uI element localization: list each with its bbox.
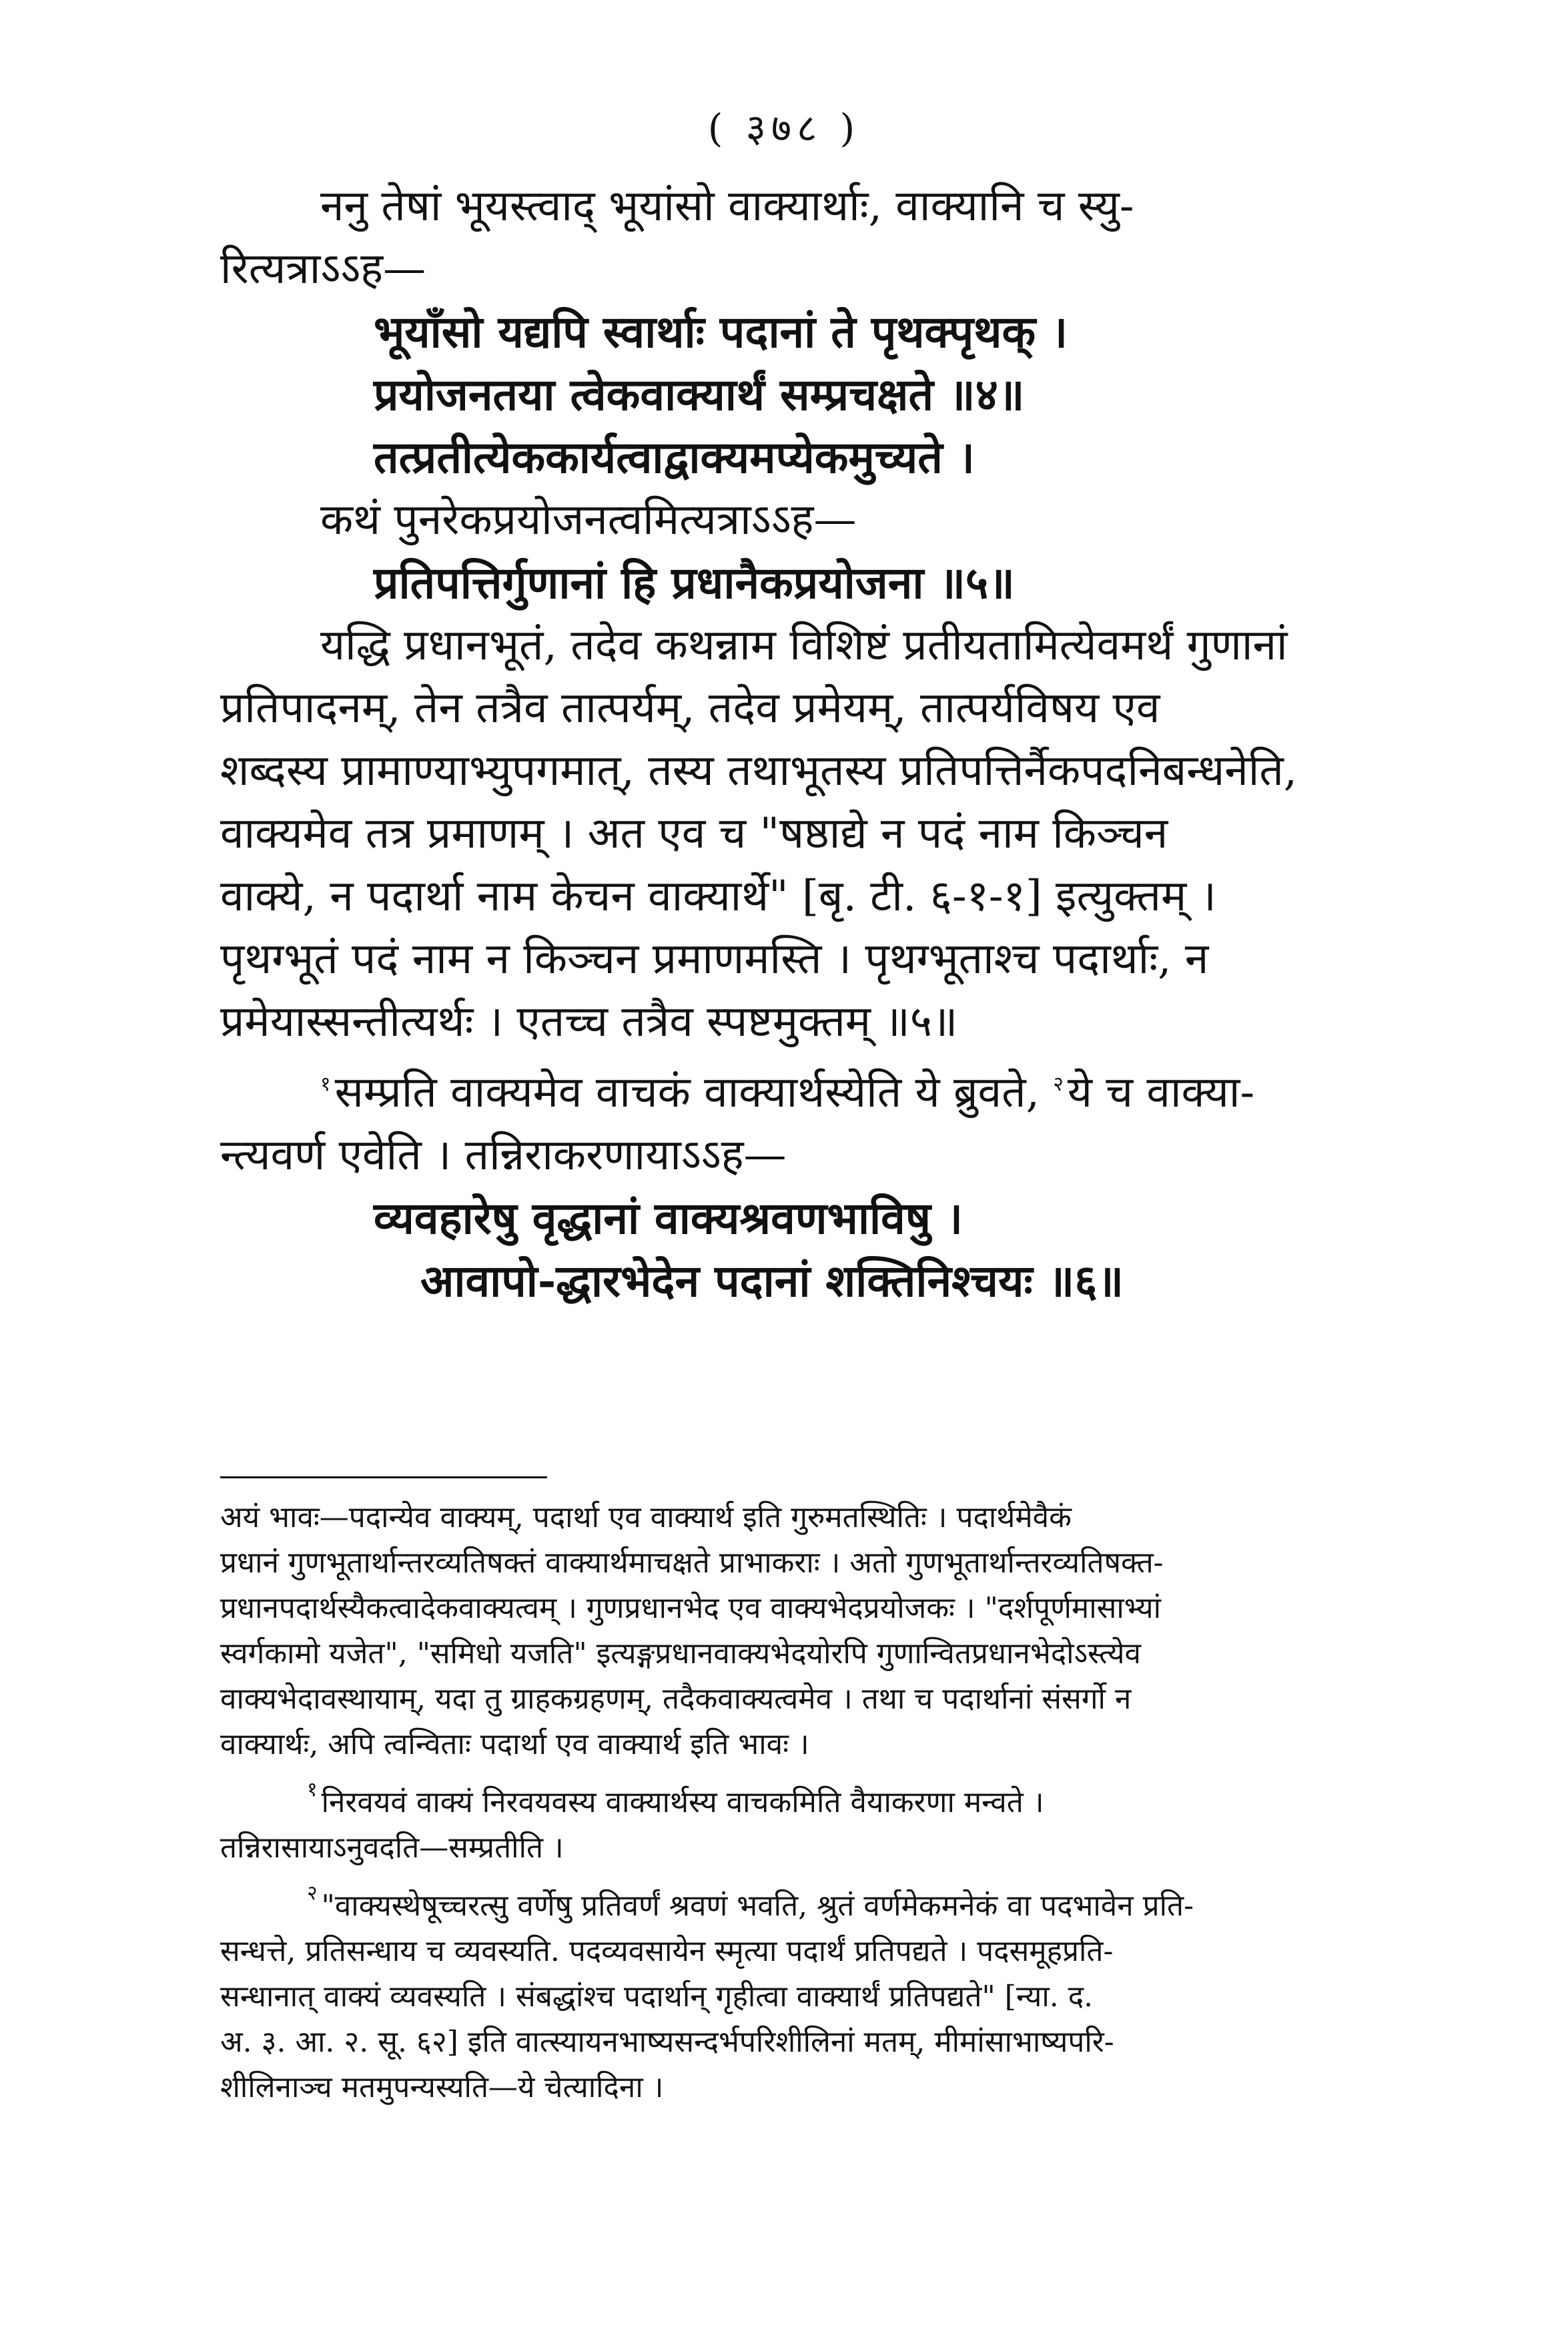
commentary-line-5: वाक्ये, न पदार्था नाम केचन वाक्यार्थे" [बृ. टी. ६-१-१] इत्युक्तम् । xyxy=(220,872,1216,921)
footnote-2-line-1 xyxy=(220,1871,1448,1929)
footnote-ref-1[interactable]: १ xyxy=(320,1073,331,1096)
verse-a-line-3: तत्प्रतीत्येककार्यत्वाद्वाक्यमप्येकमुच्यते । xyxy=(374,431,975,483)
page-number: ( ३७८ ) xyxy=(707,105,861,151)
footnote-main-line-3: प्रधानपदार्थस्यैकत्वादेकवाक्यत्वम् । गुणप्रधानभेद एव वाक्यभेदप्रयोजकः । "दर्शपूर्णमासाभ्यां xyxy=(220,1591,1161,1625)
verse-b-line: प्रतिपत्तिर्गुणानां हि प्रधानैकप्रयोजना ॥५॥ xyxy=(374,557,1015,609)
footnote-1-line-1 xyxy=(220,1767,1448,1825)
commentary-line-3: शब्दस्य प्रामाण्याभ्युपगमात्, तस्य तथाभूतस्य प्रतिपत्तिर्नैकपदनिबन्धनेति, xyxy=(220,746,1298,796)
commentary-line-1: यद्धि प्रधानभूतं, तदेव कथन्नाम विशिष्टं प्रतीयतामित्येवमर्थं गुणानां xyxy=(320,621,1288,670)
verse-c-line-1: व्यवहारेषु वृद्धानां वाक्यश्रवणभाविषु । xyxy=(374,1192,963,1244)
main-text xyxy=(220,175,1441,1312)
commentary-line-6: पृथग्भूतं पदं नाम न किञ्चन प्रमाणमस्ति । पृथग्भूताश्च पदार्थाः, न xyxy=(220,934,1209,984)
footnote-2-line-5: शीलिनाञ्च मतमुपन्यस्यति—ये चेत्यादिना । xyxy=(220,2070,664,2104)
footnote-1-marker: १ xyxy=(307,1778,318,1801)
footnote-2-line-3: सन्धानात् वाक्यं व्यवस्यति । संबद्धांश्च पदार्थान् गृहीत्वा वाक्यार्थं प्रतिपद्यते" [न्या. द. xyxy=(220,1980,1094,2014)
commentary-line-4: वाक्यमेव तत्र प्रमाणम् । अत एव च "षष्ठाद्ये न पदं नाम किञ्चन xyxy=(220,809,1168,858)
footnote-main-line-2: प्रधानं गुणभूतार्थान्तरव्यतिषक्तं वाक्यार्थमाचक्षते प्राभाकराः । अतो गुणभूतार्थान्तरव्यतिषक्त- xyxy=(220,1546,1164,1580)
intro-line-2: रित्यत्राऽऽह— xyxy=(220,244,426,294)
footnote-ref-2[interactable]: २ xyxy=(1053,1073,1064,1096)
question-line: कथं पुनरेकप्रयोजनत्वमित्यत्राऽऽह— xyxy=(320,495,857,545)
footnote-2-text-1: "वाक्यस्थेषूच्चरत्सु वर्णेषु प्रतिवर्णं श्रवणं भवति, श्रुतं वर्णमेकमनेकं वा पदभावेन प्रति- xyxy=(321,1889,1194,1923)
next-para-line-2: न्त्यवर्ण एवेति । तन्निराकरणायाऽऽह— xyxy=(220,1131,787,1180)
footnote-main-line-5: वाक्यभेदावस्थायाम्, यदा तु ग्राहकग्रहणम्, तदैकवाक्यत्वमेव । तथा च पदार्थानां संसर्गो न xyxy=(220,1682,1132,1716)
footnote-2-line-2: सन्धत्ते, प्रतिसन्धाय च व्यवस्यति. पदव्यवसायेन स्मृत्या पदार्थं प्रतिपद्यते । पदसमूहप्रति- xyxy=(220,1934,1114,1968)
commentary-line-2: प्रतिपादनम्, तेन तत्रैव तात्पर्यम्, तदेव प्रमेयम्, तात्पर्यविषय एव xyxy=(220,683,1160,733)
footnote-main-line-1: अयं भावः—पदान्येव वाक्यम्, पदार्था एव वाक्यार्थ इति गुरुमतस्थितिः । पदार्थमेवैकं xyxy=(220,1500,1072,1534)
next-para-text-b: ये च वाक्या- xyxy=(1067,1068,1255,1117)
next-para-line-1 xyxy=(220,1053,1441,1124)
footnote-main-line-6: वाक्यार्थः, अपि त्वन्विताः पदार्था एव वाक्यार्थ इति भावः । xyxy=(220,1727,809,1761)
next-para-text-a: सम्प्रति वाक्यमेव वाचकं वाक्यार्थस्येति ये ब्रुवते, xyxy=(334,1068,1040,1117)
commentary-line-7: प्रमेयास्सन्तीत्यर्थः । एतच्च तत्रैव स्पष्टमुक्तम् ॥५॥ xyxy=(220,997,958,1047)
footnote-2-marker: २ xyxy=(307,1881,318,1905)
footnotes xyxy=(220,1495,1448,2110)
footnote-main-line-4: स्वर्गकामो यजेत", "समिधो यजति" इत्यङ्गप्रधानवाक्यभेदयोरपि गुणान्वितप्रधानभेदोऽस्त्येव xyxy=(220,1637,1141,1671)
footnote-2-line-4: अ. ३. आ. २. सू. ६२] इति वात्स्यायनभाष्यसन्दर्भपरिशीलिनां मतम्, मीमांसाभाष्यपरि- xyxy=(220,2025,1114,2059)
intro-line-1: ननु तेषां भूयस्त्वाद् भूयांसो वाक्यार्थाः, वाक्यानि च स्यु- xyxy=(320,182,1134,231)
verse-a-line-1: भूयाँसो यद्यपि स्वार्थाः पदानां ते पृथक्पृथक् । xyxy=(374,306,1068,358)
footnote-1-text-1: निरवयवं वाक्यं निरवयवस्य वाक्यार्थस्य वाचकमिति वैयाकरणा मन्वते । xyxy=(321,1785,1044,1819)
verse-c-line-2: आवापो-द्धारभेदेन पदानां शक्तिनिश्चयः ॥६॥ xyxy=(420,1255,1124,1307)
footnote-1-line-2: तन्निरासायाऽनुवदति—सम्प्रतीति । xyxy=(220,1831,564,1865)
footnote-divider xyxy=(220,1476,547,1478)
verse-a-line-2: प्रयोजनतया त्वेकवाक्यार्थं सम्प्रचक्षते ॥४॥ xyxy=(374,368,1025,420)
